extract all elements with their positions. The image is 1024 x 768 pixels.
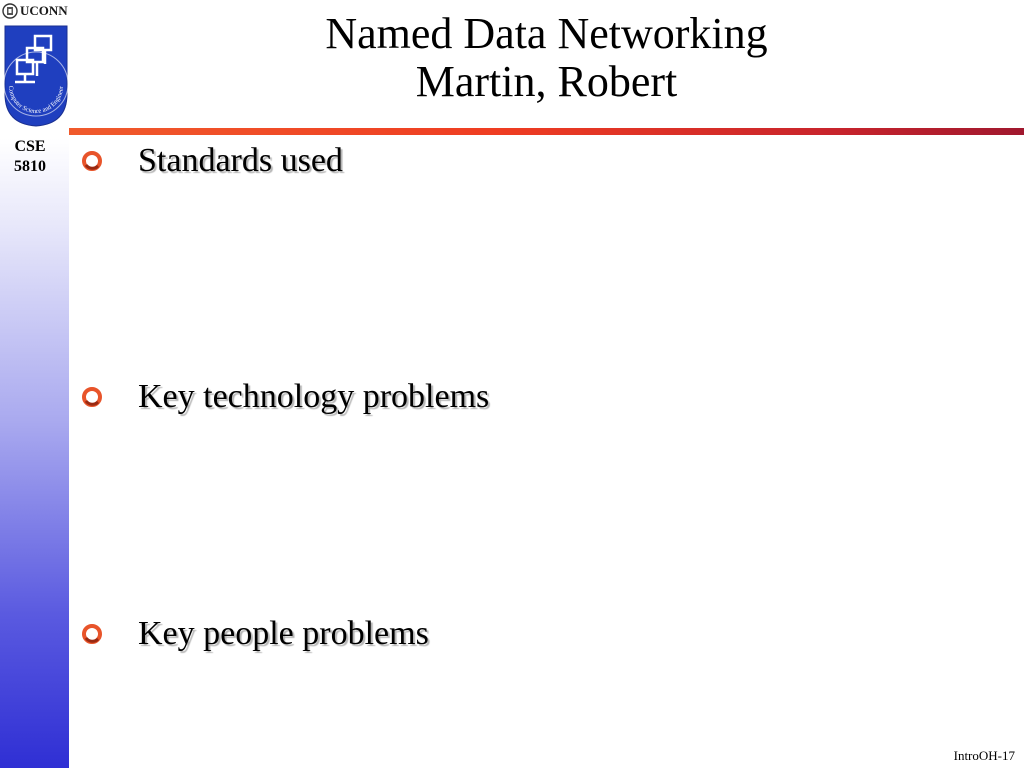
bullet-text: Key technology problems (138, 378, 490, 415)
bullet-ring-icon (80, 622, 104, 646)
bullet-item (80, 615, 429, 653)
slide-footer-id: IntroOH-17 (953, 748, 1015, 763)
course-number: 5810 (14, 158, 46, 175)
course-subject: CSE (14, 138, 46, 155)
bullet-ring-icon (80, 149, 104, 173)
university-seal-icon (2, 3, 18, 19)
title-line-1: Named Data Networking (325, 9, 768, 58)
title-divider (69, 128, 1024, 135)
bullet-text: Standards used (138, 142, 343, 179)
university-name: UCONN (20, 3, 68, 18)
bullet-item (80, 378, 489, 416)
logo-ring-text: Computer Science and Engineer (6, 85, 66, 116)
bullet-ring-icon (80, 385, 104, 409)
cse-department-logo-icon (1, 24, 71, 128)
bullet-item (80, 142, 343, 180)
uconn-header (2, 0, 68, 22)
bullet-text: Key people problems (138, 615, 429, 652)
sidebar (0, 0, 69, 768)
course-label (0, 137, 60, 177)
slide-title (69, 10, 1024, 106)
title-line-2: Martin, Robert (415, 57, 678, 106)
